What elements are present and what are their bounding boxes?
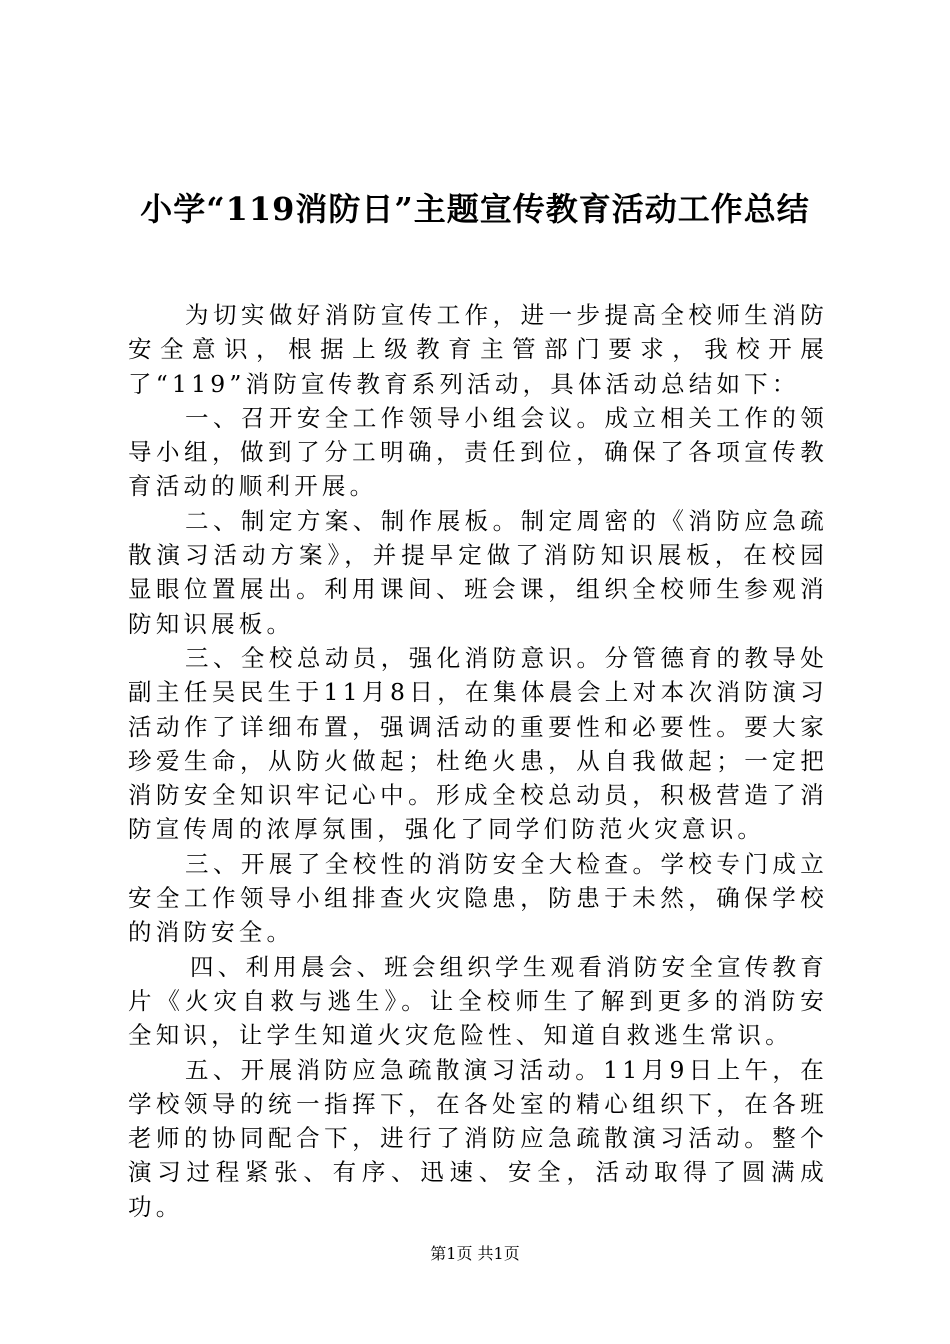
document-title: 小学“119消防日”主题宣传教育活动工作总结 <box>140 190 810 228</box>
paragraph-section-3b: 三、开展了全校性的消防安全大检查。学校专门成立安全工作领导小组排查火灾隐患，防患于未然，确保学校的消防安全。 <box>128 849 828 947</box>
paragraph-section-2: 二、制定方案、制作展板。制定周密的《消防应急疏散演习活动方案》，并提早定做了消防知识展板，在校园显眼位置展出。利用课间、班会课，组织全校师生参观消防知识展板。 <box>128 506 828 638</box>
paragraph-section-1: 一、召开安全工作领导小组会议。成立相关工作的领导小组，做到了分工明确，责任到位，确保了各项宣传教育活动的顺利开展。 <box>128 403 828 501</box>
paragraph-section-5: 五、开展消防应急疏散演习活动。11月9日上午，在学校领导的统一指挥下，在各处室的精心组织下，在各班老师的协同配合下，进行了消防应急疏散演习活动。整个演习过程紧张、有序、迅速、安全，活动取得了圆满成功。 <box>128 1055 828 1221</box>
document-body <box>128 298 828 1224</box>
paragraph-section-4: 四、利用晨会、班会组织学生观看消防安全宣传教育片《火灾自救与逃生》。让全校师生了解到更多的消防安全知识，让学生知道火灾危险性、知道自救逃生常识。 <box>128 952 828 1050</box>
page-footer: 第1页 共1页 <box>430 1244 520 1263</box>
paragraph-section-3: 三、全校总动员，强化消防意识。分管德育的教导处副主任吴民生于11月8日，在集体晨会上对本次消防演习活动作了详细布置，强调活动的重要性和必要性。要大家珍爱生命，从防火做起；杜绝火患，从自我做起；一定把消防安全知识牢记心中。形成全校总动员，积极营造了消防宣传周的浓厚氛围，强化了同学们防范火灾意识。 <box>128 643 828 844</box>
paragraph-intro: 为切实做好消防宣传工作，进一步提高全校师生消防安全意识，根据上级教育主管部门要求，我校开展了“119”消防宣传教育系列活动，具体活动总结如下： <box>128 301 828 398</box>
